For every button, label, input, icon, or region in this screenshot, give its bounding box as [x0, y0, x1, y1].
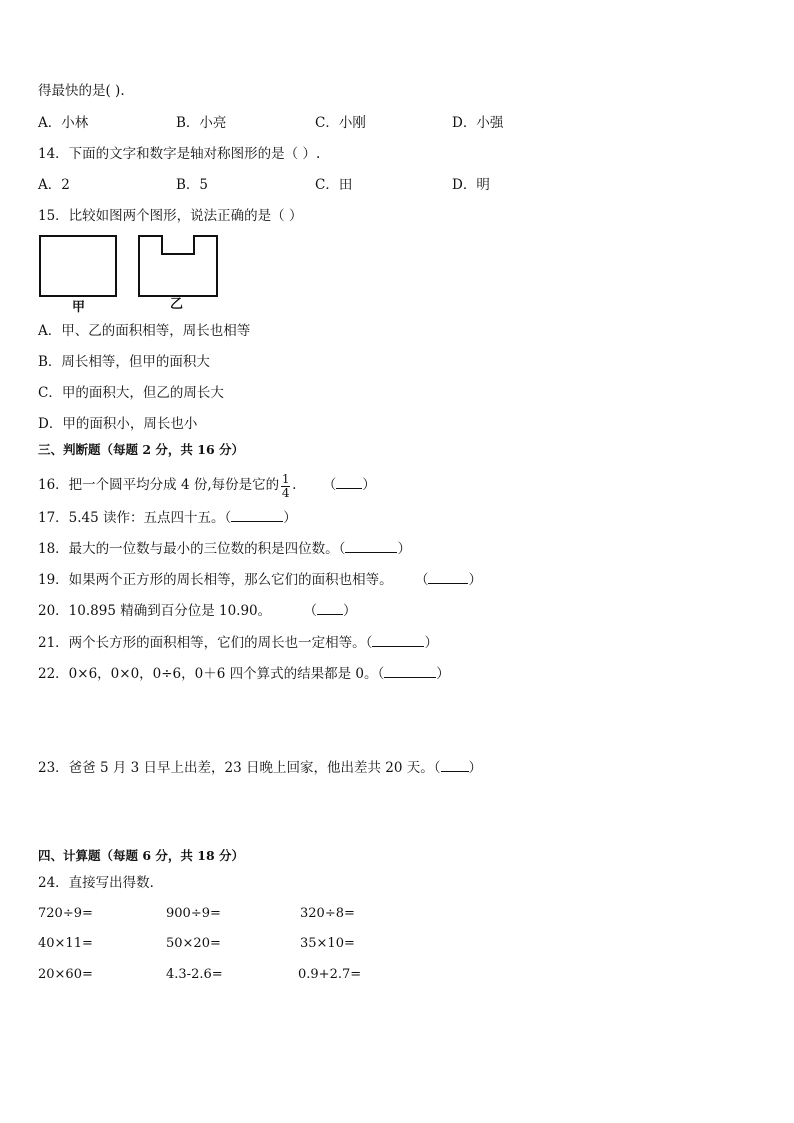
q16-answer-blank[interactable]: [336, 476, 362, 489]
calc-r2-c3: 35×10=: [300, 936, 355, 951]
q16-text: 16．把一个圆平均分成 4 份,每份是它的: [38, 477, 280, 493]
q20-line: [38, 602, 356, 620]
q20-paren-close: ）: [342, 603, 357, 619]
q20-text: 20．10.895 精确到百分位是 10.90。: [38, 603, 272, 619]
q19-paren-open: （: [414, 572, 429, 588]
q20-paren-open: （: [303, 603, 317, 619]
q17-paren-close: ）: [283, 510, 297, 526]
q13-stem-tail: 得最快的是( ).: [38, 83, 125, 99]
q13-option-d[interactable]: D．小强: [452, 115, 504, 131]
q15-figure: [36, 232, 226, 318]
q14-option-d[interactable]: D．明: [452, 177, 490, 193]
q21-line: [38, 634, 438, 652]
q23-text: 23．爸爸 5 月 3 日早上出差，23 日晚上回家，他出差共 20 天。（: [38, 760, 441, 776]
q16-line: [38, 472, 376, 499]
q15-option-b[interactable]: B．周长相等，但甲的面积大: [38, 354, 210, 370]
q20-answer-blank[interactable]: [317, 602, 343, 615]
q13-option-a[interactable]: A．小林: [38, 115, 89, 131]
calc-r2-c1: 40×11=: [38, 936, 93, 951]
q21-answer-blank[interactable]: [372, 634, 424, 647]
q15-stem: 15．比较如图两个图形，说法正确的是（ ）: [38, 208, 303, 224]
shape-yi-notched-rectangle: [139, 236, 217, 296]
q18-text: 18．最大的一位数与最小的三位数的积是四位数。（: [38, 541, 346, 557]
q23-line: [38, 759, 482, 777]
q22-text: 22．0×6，0×0，0÷6，0＋6 四个算式的结果都是 0。（: [38, 666, 385, 682]
q23-answer-blank[interactable]: [441, 759, 469, 772]
q19-paren-close: ）: [468, 572, 482, 588]
q22-paren-close: ）: [436, 666, 450, 682]
calc-r3-c3: 0.9+2.7=: [298, 967, 362, 982]
shape-yi-label: 乙: [170, 297, 184, 312]
q15-option-a[interactable]: A．甲、乙的面积相等，周长也相等: [38, 323, 251, 339]
q18-answer-blank[interactable]: [345, 540, 397, 553]
q23-paren-close: ）: [468, 760, 483, 776]
q14-stem: 14．下面的文字和数字是轴对称图形的是（ ）.: [38, 146, 321, 162]
section-3-title: 三、判断题（每题 2 分，共 16 分）: [38, 442, 245, 457]
calc-r3-c2: 4.3-2.6=: [166, 967, 223, 982]
calc-r3-c1: 20×60=: [38, 967, 93, 982]
q16-paren-open: （: [322, 477, 337, 493]
shape-jia-rectangle: [40, 236, 116, 296]
q18-line: [38, 540, 411, 558]
q16-period: .: [292, 477, 297, 493]
fraction-denominator: 4: [281, 486, 290, 500]
calc-r1-c3: 320÷8=: [300, 906, 355, 921]
q13-option-c[interactable]: C．小刚: [315, 115, 366, 131]
calc-r1-c1: 720÷9=: [38, 906, 93, 921]
shape-jia-label: 甲: [72, 300, 86, 315]
q19-answer-blank[interactable]: [428, 571, 468, 584]
q17-text: 17．5.45 读作：五点四十五。（: [38, 510, 232, 526]
fraction-one-quarter: [281, 473, 290, 500]
q13-option-b[interactable]: B．小亮: [176, 115, 227, 131]
q19-line: [38, 571, 482, 589]
q22-answer-blank[interactable]: [384, 665, 436, 678]
q24-stem: 24．直接写出得数．: [38, 875, 164, 891]
q17-line: [38, 509, 297, 527]
q16-paren-close: ）: [362, 477, 376, 493]
q22-line: [38, 665, 450, 683]
q14-option-a[interactable]: A．2: [38, 177, 70, 193]
q15-option-c[interactable]: C．甲的面积大，但乙的周长大: [38, 385, 224, 401]
fraction-numerator: 1: [281, 472, 290, 486]
calc-r1-c2: 900÷9=: [166, 906, 221, 921]
q14-option-b[interactable]: B．5: [176, 177, 209, 193]
q21-text: 21．两个长方形的面积相等，它们的周长也一定相等。（: [38, 635, 373, 651]
q17-answer-blank[interactable]: [231, 509, 283, 522]
q18-paren-close: ）: [397, 541, 411, 557]
q14-option-c[interactable]: C．田: [315, 177, 353, 193]
q19-text: 19．如果两个正方形的周长相等，那么它们的面积也相等。: [38, 572, 393, 588]
q15-option-d[interactable]: D．甲的面积小，周长也小: [38, 416, 198, 432]
section-4-title: 四、计算题（每题 6 分，共 18 分）: [38, 848, 245, 863]
q21-paren-close: ）: [424, 635, 438, 651]
calc-r2-c2: 50×20=: [166, 936, 221, 951]
